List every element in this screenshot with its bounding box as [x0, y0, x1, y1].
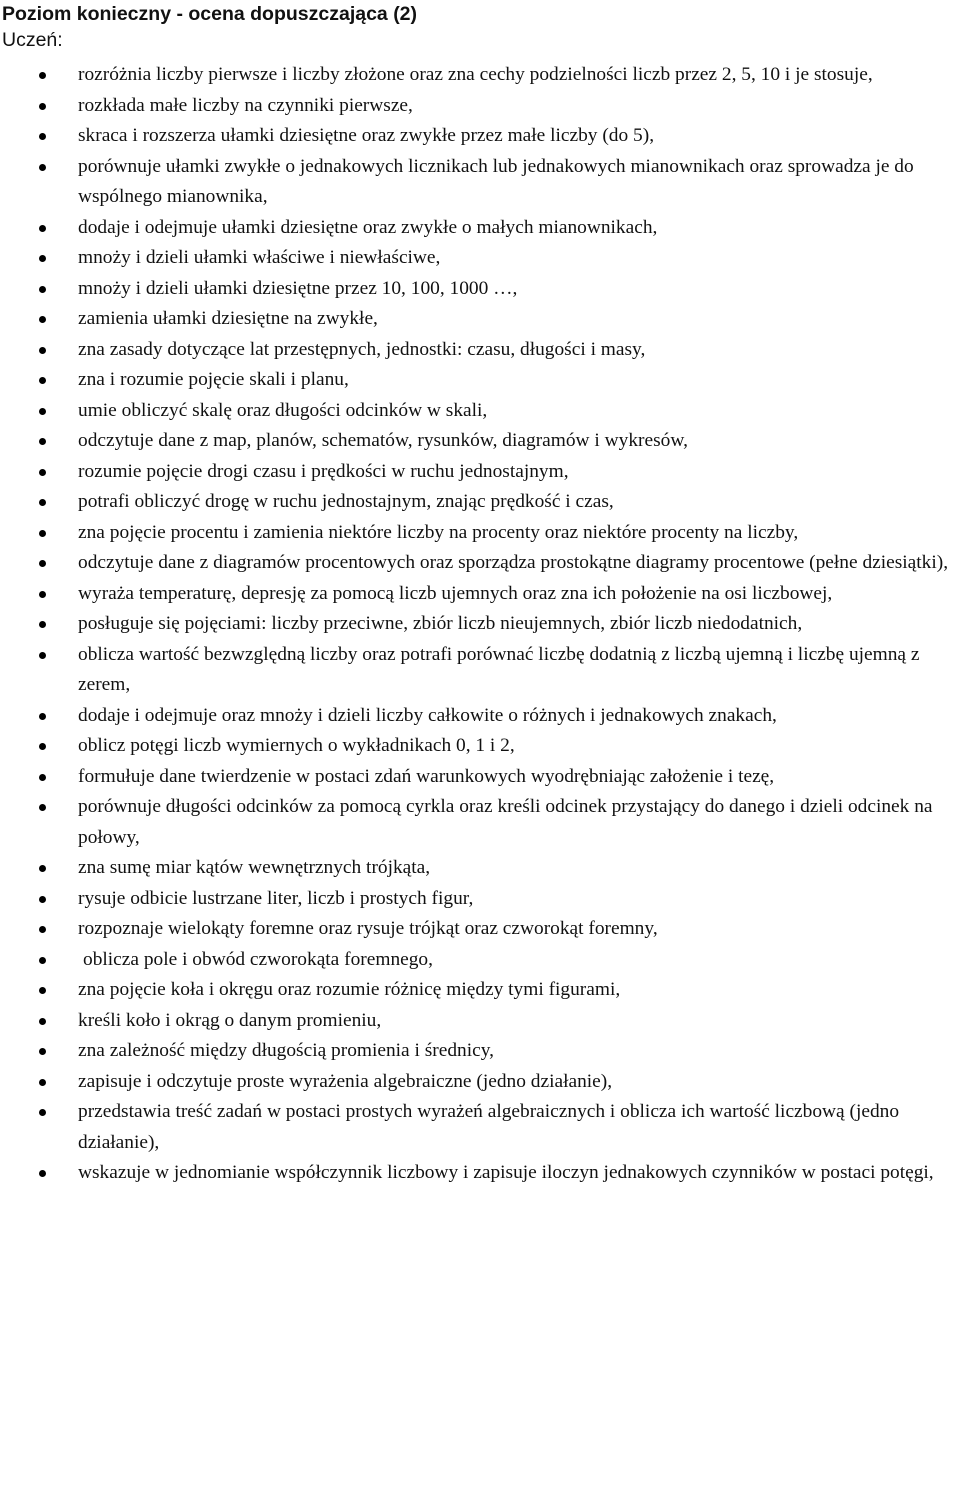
list-item-text: oblicz potęgi liczb wymiernych o wykładnikach 0, 1 i 2,: [78, 735, 515, 756]
list-item: [2, 914, 958, 945]
list-item: [2, 1006, 958, 1037]
bullet-icon: [39, 438, 46, 445]
list-item: [2, 1036, 958, 1067]
list-item: [2, 975, 958, 1006]
list-item-text: oblicza pole i obwód czworokąta foremnego,: [83, 948, 433, 970]
bullet-icon: [39, 804, 46, 811]
list-item: [2, 762, 958, 793]
list-item: [2, 518, 958, 549]
bullet-icon: [39, 377, 46, 384]
list-item-text: zna zależność między długością promienia i średnicy,: [78, 1040, 495, 1061]
list-item-text: przedstawia treść zadań w postaci prostych wyrażeń algebraicznych i oblicza ich wartość liczbową (jedno działanie),: [78, 1101, 900, 1153]
bullet-icon: [39, 987, 46, 994]
list-item-text: mnoży i dzieli ułamki dziesiętne przez 10, 100, 1000 …,: [78, 277, 518, 299]
list-item-text: kreśli koło i okrąg o danym promieniu,: [78, 1009, 382, 1031]
list-item-text: rozumie pojęcie drogi czasu i prędkości w ruchu jednostajnym,: [78, 460, 569, 482]
list-item-text: zamienia ułamki dziesiętne na zwykłe,: [78, 308, 378, 329]
page-title: Poziom konieczny - ocena dopuszczająca (2): [2, 3, 418, 25]
list-item-text: oblicza wartość bezwzględną liczby oraz potrafi porównać liczbę dodatnią z liczbą ujemną i liczbę ujemną z zerem,: [78, 643, 920, 695]
bullet-icon: [39, 103, 46, 110]
list-item-text: odczytuje dane z map, planów, schematów, rysunków, diagramów i wykresów,: [78, 430, 688, 451]
bullet-icon: [39, 316, 46, 323]
page-subtitle: Uczeń:: [2, 29, 63, 51]
list-item: [2, 1067, 958, 1098]
list-item-text: porównuje ułamki zwykłe o jednakowych licznikach lub jednakowych mianownikach oraz sprowadza je do wspólnego mianownika,: [78, 155, 914, 207]
bullet-icon: [39, 408, 46, 415]
list-item-text: umie obliczyć skalę oraz długości odcinków w skali,: [78, 399, 488, 421]
list-item-text: wskazuje w jednomianie współczynnik liczbowy i zapisuje iloczyn jednakowych czynników w postaci potęgi,: [78, 1162, 934, 1183]
list-item-text: dodaje i odejmuje ułamki dziesiętne oraz zwykłe o małych mianownikach,: [78, 216, 658, 238]
list-item: [2, 243, 958, 274]
bullet-icon: [39, 1048, 46, 1055]
list-item: [2, 304, 958, 335]
bullet-icon: [39, 1018, 46, 1025]
bullet-icon: [39, 225, 46, 232]
bullet-icon: [39, 1109, 46, 1116]
list-item: [2, 335, 958, 366]
list-item-text: zna zasady dotyczące lat przestępnych, jednostki: czasu, długości i masy,: [78, 338, 646, 360]
list-item-text: potrafi obliczyć drogę w ruchu jednostajnym, znając prędkość i czas,: [78, 491, 614, 512]
list-item: [2, 945, 958, 976]
list-item: [2, 457, 958, 488]
list-item-text: skraca i rozszerza ułamki dziesiętne oraz zwykłe przez małe liczby (do 5),: [78, 125, 655, 146]
list-item-text: porównuje długości odcinków za pomocą cyrkla oraz kreśli odcinek przystający do danego i dzieli odcinek na połowy,: [78, 796, 933, 848]
list-item: [2, 487, 958, 518]
list-item-text: rozkłada małe liczby na czynniki pierwsze,: [78, 94, 413, 116]
list-item: [2, 548, 958, 579]
bullet-icon: [39, 72, 46, 79]
list-item-text: zna pojęcie procentu i zamienia niektóre liczby na procenty oraz niektóre procenty na liczby,: [78, 521, 799, 543]
bullet-icon: [39, 255, 46, 262]
bullet-icon: [39, 896, 46, 903]
list-item: [2, 792, 958, 853]
list-item: [2, 213, 958, 244]
bullet-icon: [39, 133, 46, 140]
bullet-icon: [39, 1170, 46, 1177]
list-item: [2, 853, 958, 884]
bullet-icon: [39, 286, 46, 293]
bullet-icon: [39, 957, 46, 964]
list-item-text: rozpoznaje wielokąty foremne oraz rysuje trójkąt oraz czworokąt foremny,: [78, 918, 658, 939]
list-item: [2, 884, 958, 915]
list-item-text: odczytuje dane z diagramów procentowych oraz sporządza prostokątne diagramy procentowe (pełne dziesiątki),: [78, 552, 949, 573]
bullet-icon: [39, 652, 46, 659]
list-item: [2, 365, 958, 396]
list-item: [2, 1097, 958, 1158]
list-item-text: posługuje się pojęciami: liczby przeciwne, zbiór liczb nieujemnych, zbiór liczb niedodatnich,: [78, 613, 803, 634]
requirements-list: [2, 60, 958, 1189]
list-item: [2, 60, 958, 91]
document-page: [2, 0, 958, 1189]
list-item: [2, 1158, 958, 1189]
bullet-icon: [39, 164, 46, 171]
bullet-icon: [39, 621, 46, 628]
bullet-icon: [39, 499, 46, 506]
bullet-icon: [39, 1079, 46, 1086]
list-item: [2, 640, 958, 701]
bullet-icon: [39, 530, 46, 537]
bullet-icon: [39, 591, 46, 598]
list-item: [2, 731, 958, 762]
list-item-text: rozróżnia liczby pierwsze i liczby złożone oraz zna cechy podzielności liczb przez 2, 5, 10 i je stosuje,: [78, 64, 873, 85]
list-item-text: zna pojęcie koła i okręgu oraz rozumie różnicę między tymi figurami,: [78, 979, 621, 1000]
list-item-text: formułuje dane twierdzenie w postaci zdań warunkowych wyodrębniając założenie i tezę,: [78, 765, 775, 787]
bullet-icon: [39, 926, 46, 933]
bullet-icon: [39, 347, 46, 354]
list-item: [2, 91, 958, 122]
bullet-icon: [39, 743, 46, 750]
list-item: [2, 152, 958, 213]
list-item-text: zapisuje i odczytuje proste wyrażenia algebraiczne (jedno działanie),: [78, 1070, 613, 1092]
bullet-icon: [39, 713, 46, 720]
list-item: [2, 426, 958, 457]
bullet-icon: [39, 560, 46, 567]
list-item-text: wyraża temperaturę, depresję za pomocą liczb ujemnych oraz zna ich położenie na osi liczbowej,: [78, 582, 833, 604]
list-item: [2, 701, 958, 732]
list-item-text: zna sumę miar kątów wewnętrznych trójkąta,: [78, 857, 431, 878]
bullet-icon: [39, 469, 46, 476]
list-item: [2, 579, 958, 610]
list-item: [2, 396, 958, 427]
bullet-icon: [39, 865, 46, 872]
list-item-text: dodaje i odejmuje oraz mnoży i dzieli liczby całkowite o różnych i jednakowych znakach,: [78, 704, 777, 726]
list-item-text: zna i rozumie pojęcie skali i planu,: [78, 369, 349, 390]
list-item-text: mnoży i dzieli ułamki właściwe i niewłaściwe,: [78, 247, 441, 268]
list-item-text: rysuje odbicie lustrzane liter, liczb i prostych figur,: [78, 887, 474, 909]
list-item: [2, 274, 958, 305]
bullet-icon: [39, 774, 46, 781]
list-item: [2, 609, 958, 640]
list-item: [2, 121, 958, 152]
